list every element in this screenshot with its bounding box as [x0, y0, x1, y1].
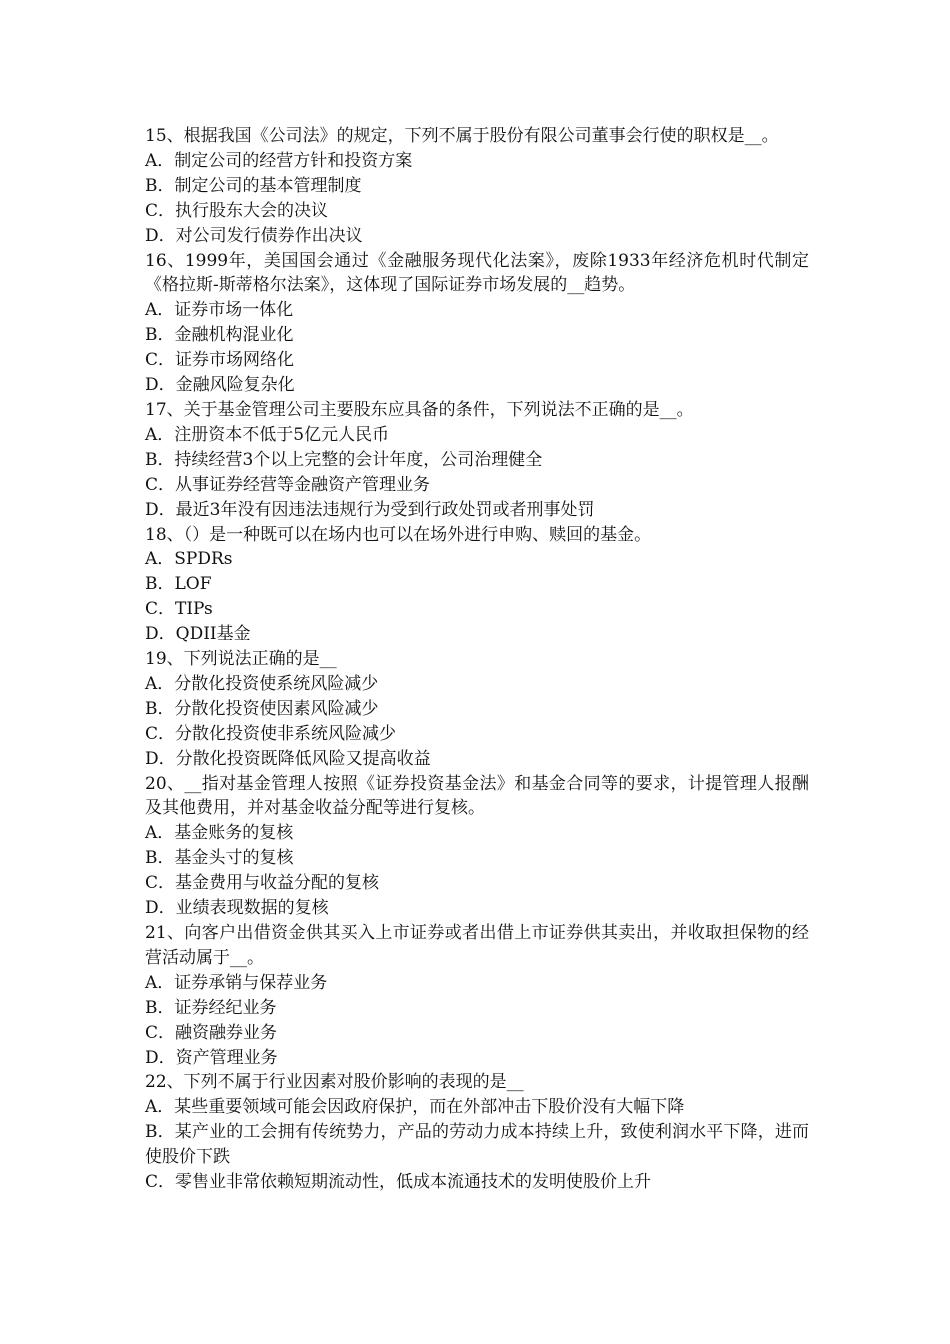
option-b: B．持续经营3个以上完整的会计年度，公司治理健全 — [145, 449, 543, 470]
question-22 — [145, 1070, 809, 1195]
option-c: C．TIPs — [145, 599, 213, 620]
question-stem: 21、向客户出借资金供其买入上市证券或者出借上市证券供其卖出，并收取担保物的经营活动属于__。 — [145, 923, 809, 968]
question-20 — [145, 772, 809, 921]
option-b: B．LOF — [145, 574, 212, 595]
option-d: D．对公司发行债券作出决议 — [145, 225, 363, 246]
question-stem: 16、1999年，美国国会通过《金融服务现代化法案》，废除1933年经济危机时代制定《格拉斯-斯蒂格尔法案》，这体现了国际证券市场发展的__趋势。 — [145, 250, 809, 296]
option-a: A．证券市场一体化 — [145, 300, 294, 321]
question-18 — [145, 523, 809, 648]
question-stem: 20、__指对基金管理人按照《证券投资基金法》和基金合同等的要求，计提管理人报酬及其他费用，并对基金收益分配等进行复核。 — [145, 773, 809, 819]
question-15 — [145, 124, 809, 249]
option-c: C．证券市场网络化 — [145, 350, 295, 371]
option-b: B．基金头寸的复核 — [145, 848, 294, 869]
question-stem: 22、下列不属于行业因素对股价影响的表现的是__ — [145, 1072, 524, 1093]
option-d: D．业绩表现数据的复核 — [145, 898, 329, 919]
option-a: A．分散化投资使系统风险减少 — [145, 673, 379, 694]
question-19 — [145, 647, 809, 772]
option-c: C．基金费用与收益分配的复核 — [145, 873, 380, 894]
option-d: D．分散化投资既降低风险又提高收益 — [145, 748, 431, 769]
option-a: A．某些重要领域可能会因政府保护，而在外部冲击下股价没有大幅下降 — [145, 1097, 685, 1118]
option-a: A．制定公司的经营方针和投资方案 — [145, 150, 413, 171]
question-17 — [145, 398, 809, 523]
option-b: B．某产业的工会拥有传统势力，产品的劳动力成本持续上升，致使利润水平下降，进而使股价下跌 — [145, 1122, 809, 1168]
option-d: D．最近3年没有因违法违规行为受到行政处罚或者刑事处罚 — [145, 499, 595, 520]
question-stem: 19、下列说法正确的是__ — [145, 649, 337, 670]
question-stem: 17、关于基金管理公司主要股东应具备的条件，下列说法不正确的是__。 — [145, 399, 694, 420]
option-a: A．证券承销与保荐业务 — [145, 972, 328, 993]
option-a: A．基金账务的复核 — [145, 823, 294, 844]
question-21 — [145, 921, 809, 1070]
option-d: D．金融风险复杂化 — [145, 375, 295, 396]
option-a: A．SPDRs — [145, 549, 233, 570]
question-stem: 15、根据我国《公司法》的规定，下列不属于股份有限公司董事会行使的职权是__。 — [145, 126, 779, 146]
question-stem: 18、（）是一种既可以在场内也可以在场外进行申购、赎回的基金。 — [145, 524, 652, 545]
option-b: B．制定公司的基本管理制度 — [145, 175, 362, 196]
option-c: C．从事证券经营等金融资产管理业务 — [145, 474, 431, 495]
option-b: B．证券经纪业务 — [145, 997, 277, 1018]
option-c: C．分散化投资使非系统风险减少 — [145, 723, 397, 744]
question-16 — [145, 249, 809, 398]
option-c: C．执行股东大会的决议 — [145, 200, 329, 221]
document-page — [145, 124, 809, 1195]
option-c: C．融资融券业务 — [145, 1022, 278, 1043]
option-d: D．QDII基金 — [145, 624, 251, 645]
option-a: A．注册资本不低于5亿元人民币 — [145, 424, 390, 445]
option-b: B．分散化投资使因素风险减少 — [145, 698, 379, 719]
option-d: D．资产管理业务 — [145, 1047, 278, 1068]
option-c: C．零售业非常依赖短期流动性，低成本流通技术的发明使股价上升 — [145, 1172, 652, 1193]
option-b: B．金融机构混业化 — [145, 325, 294, 346]
